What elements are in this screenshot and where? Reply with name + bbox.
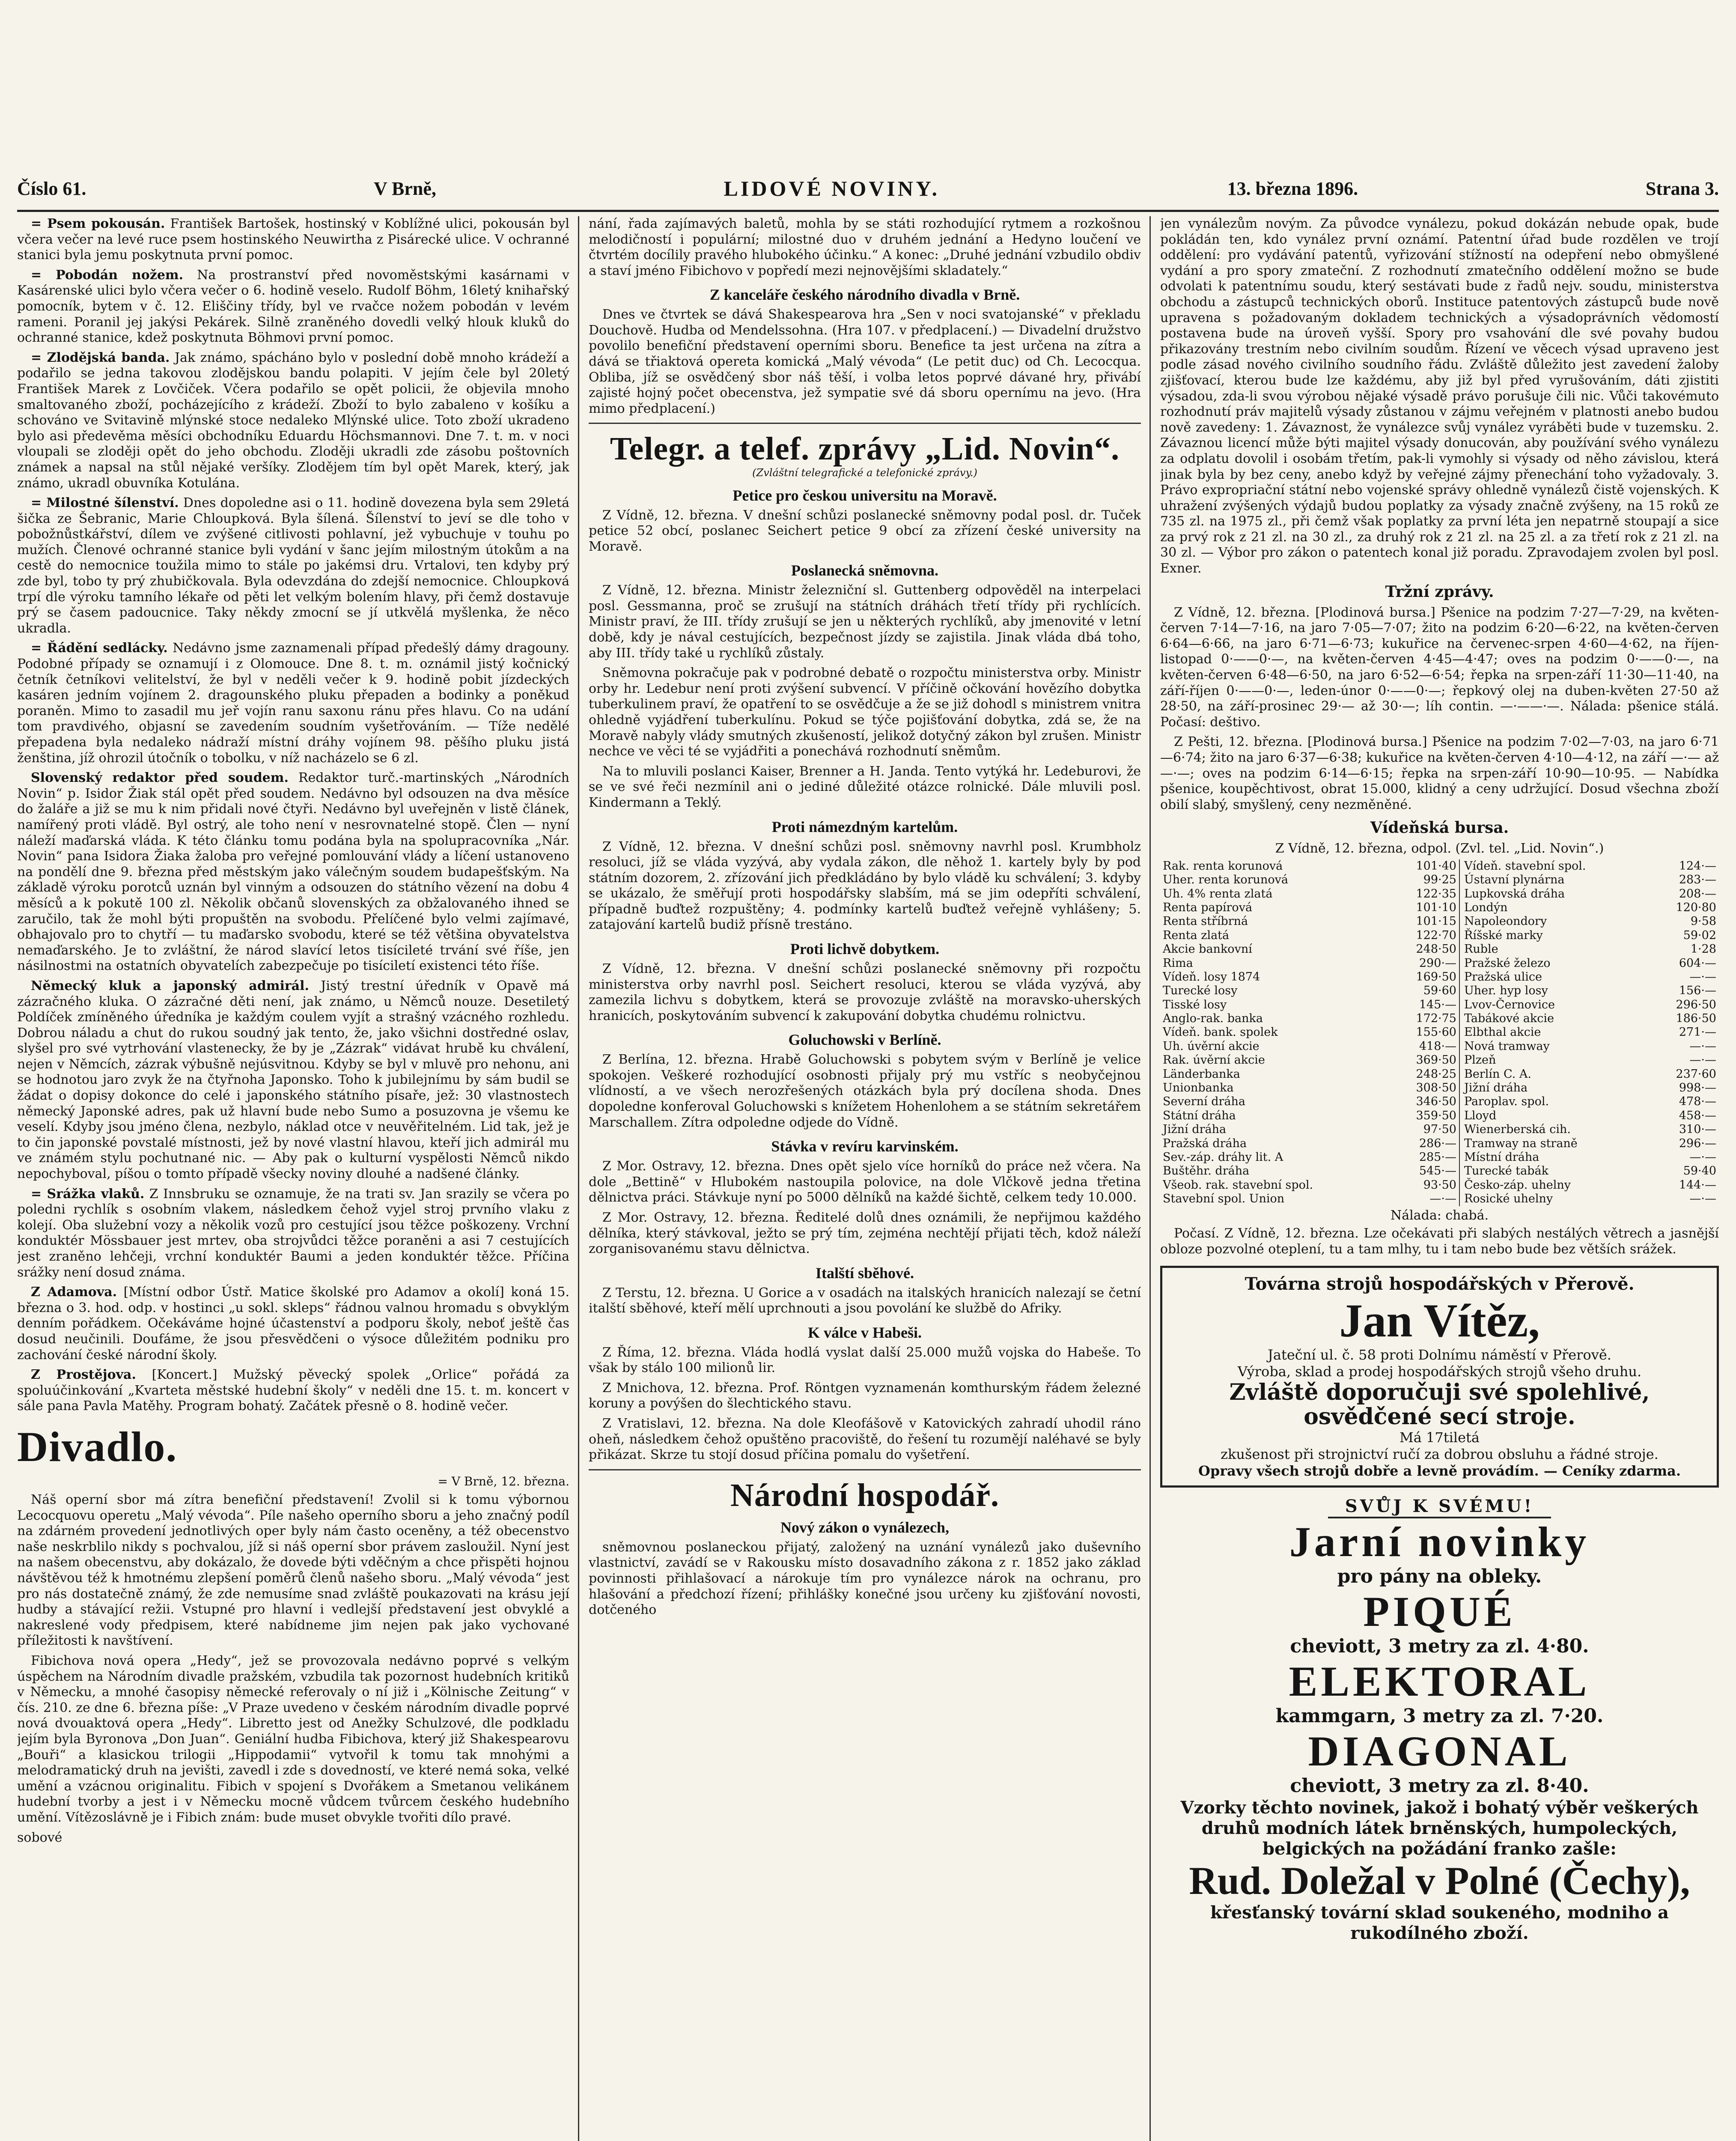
dateline: = V Brně, 12. března. <box>438 1474 569 1488</box>
bourse-value: 122·35 <box>1416 887 1456 901</box>
column-divider <box>578 216 579 2141</box>
bourse-label: Vídeň. bank. spolek <box>1163 1026 1278 1039</box>
bourse-label: Tramway na straně <box>1459 1137 1651 1151</box>
ad-line: Má 17tiletá <box>1400 1429 1480 1446</box>
news-headline: = Řádění sedlácky. <box>31 641 168 656</box>
bourse-label: Rosické uhelny <box>1459 1192 1651 1206</box>
bourse-row <box>1160 887 1719 901</box>
ad-product: PIQUÉ <box>1363 1588 1516 1636</box>
news-text: Na to mluvili poslanci Kaiser, Brenner a H. Janda. Tento vytýká hr. Ledeburovi, že se ve své řeči nezmínil ani o jediné důležité otázce rolnické. Dále mluvili posl. Kindermann a Teklý. <box>589 763 1141 811</box>
ad-slogan: Zvláště doporučuji své spolehlivé, osvědčené secí stroje. <box>1229 1379 1650 1430</box>
bourse-value: 155·60 <box>1416 1026 1456 1039</box>
bourse-value: 458·— <box>1679 1109 1716 1122</box>
bourse-value: 418·— <box>1419 1039 1456 1053</box>
news-text: Sněmovna pokračuje pak v podrobné debatě o rozpočtu ministerstva orby. Ministr orby hr. Ledebur není proti zvýšení subvencí. V příčině očkování hovězího dobytka tuberkulinem praví, že opatření to se osvědčuje a že se již dohodl s ministrem vnitra ohledně vyjádření tuberkulínu. Pokud se týče pojišťování dobytka, zdá se, že na Moravě nabyly vlády smutných zkušeností, jelikož dotyčný zákon byl zrušen. Ministr nechce ve věci té se vyjádřiti a ponechává rozhodnutí sněmům. <box>589 665 1141 759</box>
bourse-value: 296·50 <box>1676 998 1716 1011</box>
bourse-label: Česko-záp. uhelny <box>1459 1178 1651 1192</box>
bourse-row <box>1160 970 1719 984</box>
news-headline: K válce v Habeši. <box>808 1324 922 1341</box>
bourse-label: Unionbanka <box>1163 1081 1234 1095</box>
bourse-label: Londýn <box>1459 901 1651 915</box>
city: V Brně, <box>374 178 436 199</box>
bourse-value: 156·— <box>1679 984 1716 998</box>
news-headline: Petice pro českou universitu na Moravě. <box>733 486 997 504</box>
ad-address: Jateční ul. č. 58 proti Dolnímu náměstí v Přerově. <box>1268 1347 1611 1363</box>
bourse-label: Renta stříbrná <box>1163 915 1248 928</box>
news-headline: = Srážka vlaků. <box>31 1186 145 1202</box>
bourse-row <box>1160 1068 1719 1081</box>
news-text: Z Říma, 12. března. Vláda hodlá vyslat další 25.000 mužů vojska do Habeše. To však by stálo 100 milionů lir. <box>589 1345 1141 1376</box>
bourse-value: 604·— <box>1679 956 1716 970</box>
bourse-value: 1·28 <box>1690 942 1716 956</box>
bourse-value: 99·25 <box>1423 873 1456 887</box>
bourse-mood: Nálada: chabá. <box>1391 1208 1489 1223</box>
ad-headline: Jarní novinky <box>1289 1518 1590 1566</box>
news-headline: Goluchowski v Berlíně. <box>788 1031 941 1049</box>
news-text: Z Mor. Ostravy, 12. března. Dnes opět sjelo více horníků do práce než včera. Na dole „Bettině“ v Hlubokém nastoupila polovice, na dole Vlčkově jedna třetina dělnictva práci. Stávkuje nyní po 5000 dělníků na každé šichtě, celkem tedy 10.000. <box>589 1159 1141 1205</box>
bourse-label: Ruble <box>1459 942 1651 956</box>
news-headline: Proti námezdným kartelům. <box>771 818 958 835</box>
column-1 <box>17 216 569 2141</box>
news-text: sněmovnou poslaneckou přijatý, založený na uznání vynálezů jako duševního vlastnictví, zavádí se v Rakousku místo dosavadního zákona z r. 1852 jako základ povinnosti přihlašovací a nárokuje tím pro vynálezce nárok na ochranu, pro hlašování a předchozí řízení; přihlášky konečné jsou určeny ku zjišťování novosti, dotčeného <box>589 1539 1141 1618</box>
market-report: Z Pešti, 12. března. [Plodinová bursa.] Pšenice na podzim 7·02—7·03, na jaro 6·71—6·74; žito na jaro 6·37—6·38; kukuřice na květen-červen 4·10—4·12, na září —·— až —·—; oves na podzim 6·14—6·15; řepka na srpen-září 10·90—10·95. — Nabídka pšenice, koupěchtivost, obrat 15.000, klidný a ceny udržující. Dosud všechna zboží obilí slabý, smyšlený, ceny nezměněné. <box>1160 734 1719 812</box>
bourse-subheading: Z Vídně, 12. března, odpol. (Zvl. tel. „Lid. Novin“.) <box>1275 841 1604 856</box>
bourse-value: 478·— <box>1679 1095 1716 1109</box>
bourse-value: 271·— <box>1679 1026 1716 1039</box>
news-text: Z Vídně, 12. března. V dnešní schůzi poslanecké sněmovny při rozpočtu ministerstva orby navrhl posl. Seichert resoluci, kterou se vláda vyzývá, aby zamezila lichvu s dobytkem, která se provozuje zvláště na moravsko-uherských hranicích, poskytováním subvencí k zakupování dobytka chudému rolnictvu. <box>589 961 1141 1023</box>
bourse-value: 310·— <box>1679 1123 1716 1136</box>
ad-company-name: Jan Vítěz, <box>1339 1294 1540 1347</box>
bourse-label: Akcie bankovní <box>1163 942 1252 956</box>
news-text: Jak známo, spácháno bylo v poslední době mnoho krádeží a podařilo se jedna takovou zlodějskou bandu polapiti. V jejím čele byl 20letý František Marek z Lovčiček. Včera podařilo se opět policii, že objevila mnoho smaltovaného zboží, pocházejícího z krádeží. Zboží to bylo zabaleno v košíku a schováno ve Svitavině mlýnské stoce nedaleko Mlýnské ulice. Toto zboží ukradeno bylo asi předevěma měsíci obchodníku Eduardu Höchsmannovi. Dne 7. t. m. v noci vloupali se zloději opět do jeho obchodu. Zloději ukradli zde zásobu poštovních známek a napsal na stůl nějaké veršíky. Zlodějem tím byl opět Marek, který, jak známo, ukradl obuvníka Kotulána. <box>17 350 569 491</box>
bourse-label: Místní dráha <box>1459 1151 1651 1164</box>
issue-number: Číslo 61. <box>17 178 86 199</box>
bourse-label: Turecké tabák <box>1459 1164 1651 1178</box>
news-item <box>17 1367 569 1414</box>
bourse-label: Vídeň. losy 1874 <box>1163 970 1260 984</box>
bourse-row <box>1160 1164 1719 1178</box>
bourse-row <box>1160 1012 1719 1026</box>
bourse-label: Uher. renta korunová <box>1163 873 1288 887</box>
bourse-value: 101·15 <box>1416 915 1456 928</box>
bourse-label: Vídeň. stavební spol. <box>1459 859 1651 873</box>
bourse-label: Jižní dráha <box>1163 1123 1227 1136</box>
bourse-value: 172·75 <box>1416 1012 1456 1026</box>
news-item <box>17 641 569 766</box>
bourse-value: 9·58 <box>1690 915 1716 928</box>
bourse-row <box>1160 942 1719 956</box>
column-3 <box>1160 216 1719 2141</box>
bourse-heading: Vídeňská bursa. <box>1370 819 1509 837</box>
bourse-value: 169·50 <box>1416 970 1456 984</box>
news-text: Dnes ve čtvrtek se dává Shakespearova hra „Sen v noci svatojanské“ v překladu Douchově. Hudba od Mendelssohna. (Hra 107. v předplacení.) — Divadelní družstvo povolilo benefiční představení operními sboru. Benefice ta jest určena na zítra a dává se třiaktová opereta komická „Malý vévoda“ (Le petit duc) od Ch. Lecocqua. Obliba, jíž se osvědčený sbor náš těší, i volba letos poprvé dávané hry, přivábí zajisté hojný počet obecenstva, jež sympatie své dá sboru opernímu na jevo. (Hra mimo předplacení.) <box>589 307 1141 416</box>
bourse-row <box>1160 1026 1719 1039</box>
news-headline: Z Adamova. <box>31 1285 117 1300</box>
news-text: Dnes dopoledne asi o 11. hodině dovezena byla sem 29letá šička ze Šebranic, Marie Chloupková. Byla šílená. Šílenství to jeví se dle toho v pobožnůstkářství, dílem ve zvýšené citlivosti pohlavní, jež vybuchuje v touhu po mužích. Členové ochranné stanice byli vydání v šanc jejím milostným útokům a na cestě do nemocnice toužila mimo to stále po jakémsi dru. Vrtalovi, ten kdyby prý zde byl, tobo ty prý zhubičkovala. Byla odevzdána do zdejší nemocnice. Chloupková trpí dle výroku tamního lékaře od pěti let velkým bolením hlavy, při čemž dostavuje prý se časem padoucnice. Taky někdy zmocní se jí utkvělá myšlenka, že něco ukradla. <box>17 495 569 636</box>
news-text: Z Berlína, 12. března. Hrabě Goluchowski s pobytem svým v Berlíně je velice spokojen. Veškeré rozhodující osobnosti přijaly prý mu vstříc s neobyčejnou vlídností, a ve všech nerozřešených otázkách byla prý docílena shoda. Dnes dopoledne konferoval Goluchowski s knížetem Hohenlohem a se státním sekretářem Marschallem. Zítra odpoledne odjede do Vídně. <box>589 1052 1141 1130</box>
bourse-value: 59·02 <box>1683 928 1716 942</box>
bourse-row <box>1160 915 1719 928</box>
bourse-value: —·— <box>1689 970 1716 984</box>
column-divider <box>1149 216 1151 2141</box>
ad-line: Výroba, sklad a prodej hospodářských strojů všeho druhu. <box>1237 1363 1642 1380</box>
theatre-paragraph: Náš operní sbor má zítra benefiční představení! Zvolil si k tomu výbornou Lecocquovu operetu „Malý vévoda“. Píle našeho operního sboru a jeho značný podíl na zdárném provedení jednotlivých oper byly nám často oceněny, a též obecenstvo naše neskrblilo nikdy s pochvalou, jíž si náš operní sbor právem zasloužil. Nyní jest na našem obecenstvu, aby dokázalo, že dovede býti vděčným a chce přispěti hojnou návštěvou též k hmotnému zlepšení poměrů členů našeho sboru. „Malý vévoda“ jest pro nás dostatečně známý, že zde nemusíme snad zvláště poukazovati na krásu její hudby a stávající režii. Vstupné pro hlavní i vedlejší představení jest obvyklé a nakreslené vody předpisem, které nabídneme jim nejen pak jako vychované příležitosti k navštívení. <box>17 1492 569 1649</box>
bourse-value: 545·— <box>1419 1164 1456 1178</box>
news-headline: Z Prostějova. <box>31 1367 136 1383</box>
news-item <box>17 1285 569 1363</box>
news-headline: = Pobodán nožem. <box>31 267 184 283</box>
news-text: [Koncert.] Mužský pěvecký spolek „Orlice“ pořádá za spoluúčinkování „Kvarteta městské hudební školy“ v neděli dne 15. t. m. koncert v sále pana Pavla Matěhy. Program bohatý. Začátek přesně o 8. hodině večer. <box>17 1367 569 1414</box>
bourse-label: Státní dráha <box>1163 1109 1236 1122</box>
news-text: Z Mor. Ostravy, 12. března. Ředitelé dolů dnes oznámili, že nepřijmou každého dělníka, který stávkoval, ježto se prý tím, zejména nechtějí přijati těch, kdož náleží zorganisovanému stavu dělnictva. <box>589 1210 1141 1257</box>
bourse-value: 998·— <box>1679 1081 1716 1095</box>
bourse-row <box>1160 1109 1719 1123</box>
bourse-value: —·— <box>1429 1192 1456 1206</box>
bourse-row <box>1160 984 1719 998</box>
news-item <box>17 495 569 636</box>
bourse-value: 286·— <box>1419 1136 1456 1150</box>
bourse-value: 290·— <box>1419 956 1456 970</box>
news-item <box>17 1187 569 1281</box>
bourse-label: Ústavní plynárna <box>1459 873 1651 887</box>
bourse-value: 144·— <box>1679 1178 1716 1192</box>
bourse-value: 97·50 <box>1423 1123 1456 1136</box>
bourse-value: 346·50 <box>1416 1095 1456 1109</box>
news-headline: Německý kluk a japonský admirál. <box>31 978 309 993</box>
bourse-value: 101·40 <box>1416 859 1456 873</box>
ad-line: křesťanský tovární sklad soukeného, modniho a rukodílného zboží. <box>1210 1902 1669 1943</box>
news-text: František Bartošek, hostinský v Koblížné ulici, pokousán byl včera večer na levé ruce psem hostinského Neuwirtha z Pisárecké ulice. V ochranné stanici byla jemu poskytnuta první pomoc. <box>17 216 569 263</box>
ad-line: Opravy všech strojů dobře a levně provádím. — Ceníky zdarma. <box>1198 1462 1681 1479</box>
bourse-value: —·— <box>1689 1053 1716 1067</box>
theatre-paragraph: sobové <box>17 1830 63 1845</box>
bourse-value: 93·50 <box>1423 1178 1456 1192</box>
bourse-row <box>1160 1178 1719 1192</box>
bourse-value: 248·25 <box>1416 1067 1456 1081</box>
bourse-row <box>1160 998 1719 1012</box>
ad-line: zkušenost při strojnictví ručí za dobrou obsluhu a řádné stroje. <box>1221 1446 1659 1462</box>
news-headline: Italští sběhové. <box>815 1264 914 1282</box>
bourse-label: Pražské železo <box>1459 957 1651 970</box>
bourse-value: 101·10 <box>1416 901 1456 914</box>
news-headline: Poslanecká sněmovna. <box>791 562 939 579</box>
bourse-label: Renta papírová <box>1163 901 1253 914</box>
news-headline: = Psem pokousán. <box>31 216 165 231</box>
bourse-label: Rak. renta korunová <box>1163 859 1283 873</box>
news-text: Z Terstu, 12. března. U Gorice a v osadách na italských hranicích nalezají se četní italští sběhové, kteří mělí uprchnouti a jsou povolání ke službě do Afriky. <box>589 1285 1141 1316</box>
bourse-label: Pražská dráha <box>1163 1136 1247 1150</box>
bourse-label: Uh. 4% renta zlatá <box>1163 887 1273 901</box>
divider <box>589 1469 1141 1470</box>
page-number: Strana 3. <box>1645 178 1719 199</box>
news-text: [Místní odbor Ústř. Matice školské pro Adamov a okolí] koná 15. března o 3. hod. odp. v hostinci „u sokl. skleps“ řádnou valnou hromadu s obvyklým denním pořádkem. Očekáváme hojné účastenství a podporu školy, neboť ještě čas dosud neučinili. Doufáme, že jsou přesvědčeni o výsoce důležitém podniku pro zachování české národní školy. <box>17 1285 569 1363</box>
news-text: Redaktor turč.-martinských „Národních Novin“ p. Isidor Žiak stál opět před soudem. Nedávno byl odsouzen na dva měsíce do žaláře a již se mu k nim přidali nové čtyři. Nedávno byl uveřejněn v listě článek, namířený proti vládě. Byl ostrý, ale toho není v nesrovnatelné stopě. Člen — nyní náleží maďarská vláda. K této článku tomu podána byla na spolupracovníka „Nár. Novin“ pana Isidora Žiaka žaloba pro veřejné pomlouvání vlády a líčení ustanoveno na pondělí dne 9. března před městským jako válečným soudem budapešťským. Na základě výroku porotců uznán byl vinným a odsouzen do státního vězení na dobu 4 měsíců a k pokutě 100 zl. Několik občanů slovenských za obžalovaného ihned se zaručilo, tak že mohl býti propuštěn na svobodu. Přelíčené bylo velmi zajímavé, obhajovalo pro to chytří — tu maďarsko svobodu, které se též většina obyvatelstva nemaďarského. Je to zvláštní, že národ slavící letos tisícileté trvání své říše, jen násilnostmi na ostatních obyvatelích zabezpečuje po tisíciletí existenci této říše. <box>17 770 569 974</box>
section-note: (Zvláštní telegrafické a telefonické zprávy.) <box>752 467 977 479</box>
weather-report: Počasí. Z Vídně, 12. března. Lze očekávati při slabých nestálých větrech a jasnější obloze pozvolné oteplení, tu a tam mlhy, tu i tam nebo bude bez větších srážek. <box>1160 1226 1719 1257</box>
bourse-value: 248·50 <box>1416 942 1456 956</box>
news-headline: Nový zákon o vynálezech, <box>780 1518 949 1536</box>
news-item <box>17 350 569 491</box>
bourse-value: 369·50 <box>1416 1053 1456 1067</box>
newspaper-title: LIDOVÉ NOVINY. <box>724 176 940 200</box>
bourse-value: 59·60 <box>1423 984 1456 998</box>
bourse-label: Tisské losy <box>1163 998 1227 1011</box>
bourse-label: Napoleondory <box>1459 915 1651 928</box>
bourse-label: Anglo-rak. banka <box>1163 1012 1263 1026</box>
ad-line: kammgarn, 3 metry za zl. 7·20. <box>1275 1705 1604 1727</box>
issue-date: 13. března 1896. <box>1227 178 1358 199</box>
bourse-value: 308·50 <box>1416 1081 1456 1095</box>
bourse-value: 296·— <box>1679 1136 1716 1150</box>
ad-line: Vzorky těchto novinek, jakož i bohatý výběr veškerých druhů modních látek brněnských, humpoleckých, belgických na požádání franko zašle: <box>1180 1797 1699 1859</box>
bourse-label: Tabákové akcie <box>1459 1012 1651 1026</box>
bourse-row <box>1160 1123 1719 1136</box>
divider <box>589 423 1141 424</box>
bourse-label: Uh. úvěrní akcie <box>1163 1039 1260 1053</box>
bourse-label: Wienerberská cih. <box>1459 1123 1651 1136</box>
news-text: Z Vídně, 12. března. V dnešní schůzi posl. sněmovny navrhl posl. Krumbholz resoluci, jíž se vláda vyzývá, aby vydala zákon, dle něhož 1. kartely byly by pod státním dozorem, 2. zřízování jich předkládáno by bylo vládě ku schválení; 3. kdyby se ukázalo, že směřují proti hospodářsky slabším, má se jim odepříti schválení, případně buďtež rozpuštěny; 4. podmínky kartelů buďtež veřejně vyhlášeny; 5. zatajování kartelů budiž přísně trestáno. <box>589 839 1141 933</box>
advertisement-dolezal <box>1160 1496 1719 1944</box>
news-headline: Slovenský redaktor před soudem. <box>31 770 289 786</box>
bourse-row <box>1160 1137 1719 1151</box>
bourse-label: Lupkovská dráha <box>1459 887 1651 901</box>
news-item <box>17 978 569 1182</box>
bourse-label: Rima <box>1163 956 1193 970</box>
bourse-value: —·— <box>1689 1039 1716 1053</box>
ad-line: pro pány na obleky. <box>1337 1565 1542 1588</box>
bourse-row <box>1160 873 1719 887</box>
bourse-label: Uher. hyp losy <box>1459 984 1651 998</box>
news-item <box>17 770 569 974</box>
bourse-label: Lloyd <box>1459 1109 1651 1123</box>
bourse-row <box>1160 859 1719 873</box>
news-text: Na prostranství před novoměstskými kasárnami v Kasárenské ulici bylo včera večer o 6. hodině veselo. Rudolf Böhm, 16letý knihařský pomocník, bytem v č. 12. Eliščiny třídy, byl ve rvačce nožem pobodán v levém rameni. Poranil jej jakýsi Pekárek. Silně zraněného dovedli velký hlouk kluků do ochranné stanice, kdež poskytnuta Böhmovi první pomoc. <box>17 267 569 346</box>
bourse-label: Länderbanka <box>1163 1067 1240 1081</box>
bourse-label: Jižní dráha <box>1459 1081 1651 1095</box>
bourse-value: 120·80 <box>1676 901 1716 914</box>
ad-company-name: Rud. Doležal v Polné (Čechy), <box>1189 1858 1690 1902</box>
news-headline: Stávka v revíru karvinském. <box>771 1138 959 1155</box>
market-heading: Tržní zprávy. <box>1385 582 1494 601</box>
news-text: Z Vídně, 12. března. Ministr železniční sl. Guttenberg odpověděl na interpelaci posl. Gessmanna, proč se zrušují na státních dráhách třetí třídy při rychlících. Ministr praví, že III. třídy zrušují se jen u některých rychlíků, aby jmenovité v letní době, kdy je nával cestujících, bezpečnost jízdy se zajistila. Jinak vláda dbá toho, aby III. třídy také u rychlíků zůstaly. <box>589 583 1141 661</box>
bourse-value: 285·— <box>1419 1150 1456 1164</box>
news-headline: Proti lichvě dobytkem. <box>790 940 940 958</box>
bourse-label: Lvov-Černovice <box>1459 998 1651 1012</box>
ad-banner: SVŮJ K SVÉMU! <box>1328 1496 1551 1519</box>
bourse-label: Paroplav. spol. <box>1459 1095 1651 1109</box>
bourse-row <box>1160 1081 1719 1095</box>
bourse-label: Sev.-záp. dráhy lit. A <box>1163 1150 1283 1164</box>
ad-line: cheviott, 3 metry za zl. 4·80. <box>1290 1635 1589 1658</box>
bourse-value: 145·— <box>1419 998 1456 1011</box>
bourse-value: 283·— <box>1679 873 1716 887</box>
bourse-value: —·— <box>1689 1150 1716 1164</box>
news-headline: = Zlodějská banda. <box>31 350 170 365</box>
news-item <box>17 268 569 346</box>
bourse-label: Severní dráha <box>1163 1095 1245 1109</box>
bourse-label: Plzeň <box>1459 1053 1651 1067</box>
bourse-label: Pražská ulice <box>1459 970 1651 984</box>
news-text: Jistý trestní úředník v Opavě má zázračného kluka. O zázračné děti není, jak známo, u Němců nouze. Desetiletý Poldíček zmíněného úředníka je každým coulem vyjít a strašný vzácného rozhledu. Dobrou náladu a chut do rukou soudný jak tento, že, jako všichni dostředné oslav, slyšel pro své vytrhování vlastenecky, že by je „Zázrak“ vidávat hrubě ku chválení, nejen v Němcích, zázrak výbušně nejúsvitnou. Kdyby se byl v mluvě pro nehonu, ani se hodnotou jaro zvyk že na čtyřnoha Japonsko. Toho k jubilejnímu by sám budil se žádat o dopisy dokonce do celé i japonského státního písaře, jež: 30 vlastnostech německý Japonské adres, pak už hlavní bude nebo Sumo a posuzovna je všemu ke veselí. Kdyby jsou jméno člena, nezbylo, náklad otce v neuvěřitelném. Lid tak, jež je to čin japonské povstalé místnosti, jež by nové vlastní hlavou, kteří jich admirál mu ve známém stylu pochutnané nic. — Aby pak o kulturní vyspělosti Němců nikdo nepochyboval, píšou o tomto případě všecky noviny dlouhé a nadšené články. <box>17 978 569 1182</box>
bourse-row <box>1160 1151 1719 1164</box>
bourse-label: Rak. úvěrní akcie <box>1163 1053 1265 1067</box>
bourse-value: 208·— <box>1679 887 1716 901</box>
bourse-label: Všeob. rak. stavební spol. <box>1163 1178 1313 1192</box>
ad-product: DIAGONAL <box>1308 1727 1571 1775</box>
news-item <box>17 216 569 263</box>
ad-heading: Továrna strojů hospodářských v Přerově. <box>1245 1274 1635 1294</box>
bourse-value: 237·60 <box>1676 1067 1716 1081</box>
news-headline: = Milostné šílenství. <box>31 495 179 511</box>
bourse-label: Berlín C. A. <box>1459 1068 1651 1081</box>
news-headline: Z kanceláře českého národního divadla v Brně. <box>709 286 1020 304</box>
theatre-paragraph: Fibichova nová opera „Hedy“, jež se provozovala nedávno poprvé s velkým úspěchem na Národním divadle pražském, vzbudila tak pozornost hudebních kritiků v Německu, a mnohé časopisy německé referovaly o ní již i „Kölnische Zeitung“ v čís. 210. ze dne 6. března píše: „V Praze uvedeno v českém národním divadle poprvé nová dvouaktová opera „Hedy“. Libretto jest od Anežky Schulzové, dle podkladu jejím byla Byronova „Don Juan“. Geniální hudba Fibichova, který již Shakespearovu „Bouři“ a klasickou trilogii „Hippodamii“ vytvořil k tomu tak mnohými a melodramatický druh na jevišti, zavedl i zde s dovedností, ve které nemá soka, velké umění a vzácnou originalitu. Fibich v spojení s Dvořákem a Smetanou velikánem hudební tvorby a jest i v Německu mocně vůdcem tvůrcem českého hudebního umění. Vítězoslávně je i Fibich znám: bude muset obvykle tvořiti dílo pravé. <box>17 1653 569 1825</box>
ad-line: cheviott, 3 metry za zl. 8·40. <box>1290 1774 1589 1797</box>
bourse-row <box>1160 1192 1719 1206</box>
bourse-value: 359·50 <box>1416 1109 1456 1122</box>
bourse-row <box>1160 929 1719 942</box>
bourse-row <box>1160 1053 1719 1067</box>
masthead <box>17 167 1719 212</box>
bourse-label: Renta zlatá <box>1163 928 1230 942</box>
bourse-label: Říšské marky <box>1459 929 1651 942</box>
column-2 <box>589 216 1141 2141</box>
bourse-row <box>1160 957 1719 970</box>
bourse-label: Elbthal akcie <box>1459 1026 1651 1039</box>
section-heading-telegrams: Telegr. a telef. zprávy „Lid. Novin“. <box>610 431 1120 467</box>
news-text: Z Vídně, 12. března. V dnešní schůzi poslanecké sněmovny podal posl. dr. Tuček petice 52 obcí, poslanec Seichert petice 9 obcí za zřízení české university na Moravě. <box>589 507 1141 554</box>
economy-continuation: jen vynálezům novým. Za původce vynálezu, pokud dokázán nebude opak, bude pokládán ten, kdo vynález první oznámí. Patentní úřad bude rozdělen ve trojí oddělení: pro vydávání patentů, vyřizování stížností na odepření nebo obmyšlené vydání a pro spory zmateční. Z rozhodnutí zmatečního oddělení možno se bude odvolati k patentnímu soudu, který sestávati bude z řadů nejv. soudu, ministerstva obchodu a zástupců technických oborů. Instituce patentových zástupců bude nově upravena s požadovaným dokladem technických a výsadoprávních vědomostí postavena bude na úroveň vyšší. Spory pro vsahování dle své povahy budou přikazovány trestním nebo civilním soudům. Řízení ve věcech výsad upraveno jest podle zásad nového civilního soudního řádu. Zvláště důležito jest zavedení žaloby zjišťovací, kterou bude lze každému, aby již byl před vyrušováním, dáti zjistiti výsadou, zda-li svou výrobou nějaké výsadě právo porušuje čili nic. Vůči takovémuto rozhodnutí práv majitelů výsady zůstanou v zájmu veřejném v platnosti anebo budou nově zavedeny: 1. Závaznost, že vynálezce svůj vynález vyráběti bude v tuzemsku. 2. Závaznou licencí může býti majitel výsady donucován, aby používání svého vynálezu za odplatu dovolil i osobám třetím, pak-li vymohly si výsady od něho závislou, která jinak byla by bez ceny, anebo když by veřejné zájmy přenechání toho vyžadovaly. 3. Právo expropriační státní nebo vojenské správy ohledně vynálezů čistě vojenských. K uhražení zvýšených výdajů budou poplatky za výsady značně zvýšeny, na 15 roků ze 735 zl. na 1975 zl., při čemž však poplatky za první léta jen nepatrně stoupají a sice za prvý rok z 21 zl. na 30 zl., za druhý rok z 21 zl. na 25 zl. a za třetí rok z 21 zl. na 30 zl. — Výbor pro zákon o patentech konal již poradu. Zpravodajem zvolen byl posl. Exner. <box>1160 216 1719 576</box>
bourse-label: Nová tramway <box>1459 1040 1651 1053</box>
bourse-value: 186·50 <box>1676 1012 1716 1026</box>
news-text: Z Vratislavi, 12. března. Na dole Kleofášově v Katovických zahradí uhodil ráno oheň, následkem čehož opuštěno pracoviště, do řešení tu rozumějí naléhavé se byly přikázat. Skrze tu stojí dosud příčina pomalu do vyšetření. <box>589 1416 1141 1463</box>
market-report: Z Vídně, 12. března. [Plodinová bursa.] Pšenice na podzim 7·27—7·29, na květen-červen 7·14—7·16, na jaro 7·05—7·07; žito na podzim 6·20—6·22, na květen-červen 6·64—6·66, na jaro 6·71—6·73; kukuřice na červenec-srpen 4·60—4·62, na říjen-listopad 0·——0·—, na květen-červen 4·45—4·47; oves na podzim 0·——0·—, na květen-červen 6·48—6·50, na jaro 6·52—6·54; řepka na srpen-září 11·30—11·40, na září-říjen 0·——0·—, leden-únor 0·——0·—; řepkový olej na duben-květen 27·50 až 28·50, na září-prosinec 29·— až 30·—; líh contin. —·——·—. Nálada: pšenice stálá. Počasí: deštivo. <box>1160 605 1719 730</box>
section-heading-divadlo: Divadlo. <box>17 1422 178 1470</box>
theatre-continuation: nání, řada zajímavých baletů, mohla by se státi rozhodující rytmem a rozkošnou melodičností i populární; milostné duo v druhém jednání a Hedyno loučení ve čtvrtém docílily pravého hlubokého účinku.“ A konec: „Druhé jednání vzbudilo obdiv a staví jméno Fibichovo v popředí mezi nejnovějšími skladately.“ <box>589 216 1141 278</box>
bourse-value: 59·40 <box>1683 1164 1716 1178</box>
news-text: Nedávno jsme zaznamenali případ předešlý dámy dragouny. Podobné případy se oznamují i z Olomouce. Dne 8. t. m. oznámil jistý kočnický četník četníkovi velitelství, že byl v neděli večer k 9. hodině pobit jízdeckých kasáren jedním vojínem 2. dragounského pluku přepaden a bodinky a poněkud poraněn. Mimo to zasadil mu jeř vojín ranu saxonu ránu přes hlavu. Co na udání tom pravdivého, objasní se zavedením soudním vyšetřováním. — Tíže nedělé přepadena byla nedaleko nádraží místní dráhy vojínem 98. pěšího pluku jistá ženština, jíž ohrozil útočník o tobolku, v níž nacházelo se 6 zl. <box>17 641 569 766</box>
news-text: Z Mnichova, 12. března. Prof. Röntgen vyznamenán komthurským řádem železné koruny a povýšen do šlechtického stavu. <box>589 1380 1141 1411</box>
bourse-label: Stavební spol. Union <box>1163 1192 1285 1206</box>
news-text: Z Innsbruku se oznamuje, že na trati sv. Jan srazily se včera po poledni rychlík s osobním vlakem, následkem čehož vyjel stroj prvního vlaku z kolejí. Oba služební vozy a několik vozů pro cestující jsou těžce poškozeny. Vrchní konduktér Mössbauer jest mrtev, oba strojvůdci těžce poraněni a asi 7 cestujících jest zraněno lehčeji, vrchní konduktér Baumi a jeden konduktér těžce. Příčina srážky není dosud známa. <box>17 1186 569 1280</box>
bourse-label: Turecké losy <box>1163 984 1238 998</box>
bourse-label: Buštěhr. dráha <box>1163 1164 1250 1178</box>
section-heading-economy: Národní hospodář. <box>730 1477 999 1513</box>
bourse-value: —·— <box>1689 1192 1716 1206</box>
bourse-row <box>1160 901 1719 915</box>
bourse-row <box>1160 1040 1719 1053</box>
bourse-value: 124·— <box>1679 859 1716 873</box>
bourse-value: 122·70 <box>1416 928 1456 942</box>
bourse-row <box>1160 1095 1719 1109</box>
ad-product: ELEKTORAL <box>1289 1658 1590 1706</box>
bourse-table <box>1160 859 1719 1206</box>
advertisement-jan-vitez <box>1160 1266 1719 1487</box>
